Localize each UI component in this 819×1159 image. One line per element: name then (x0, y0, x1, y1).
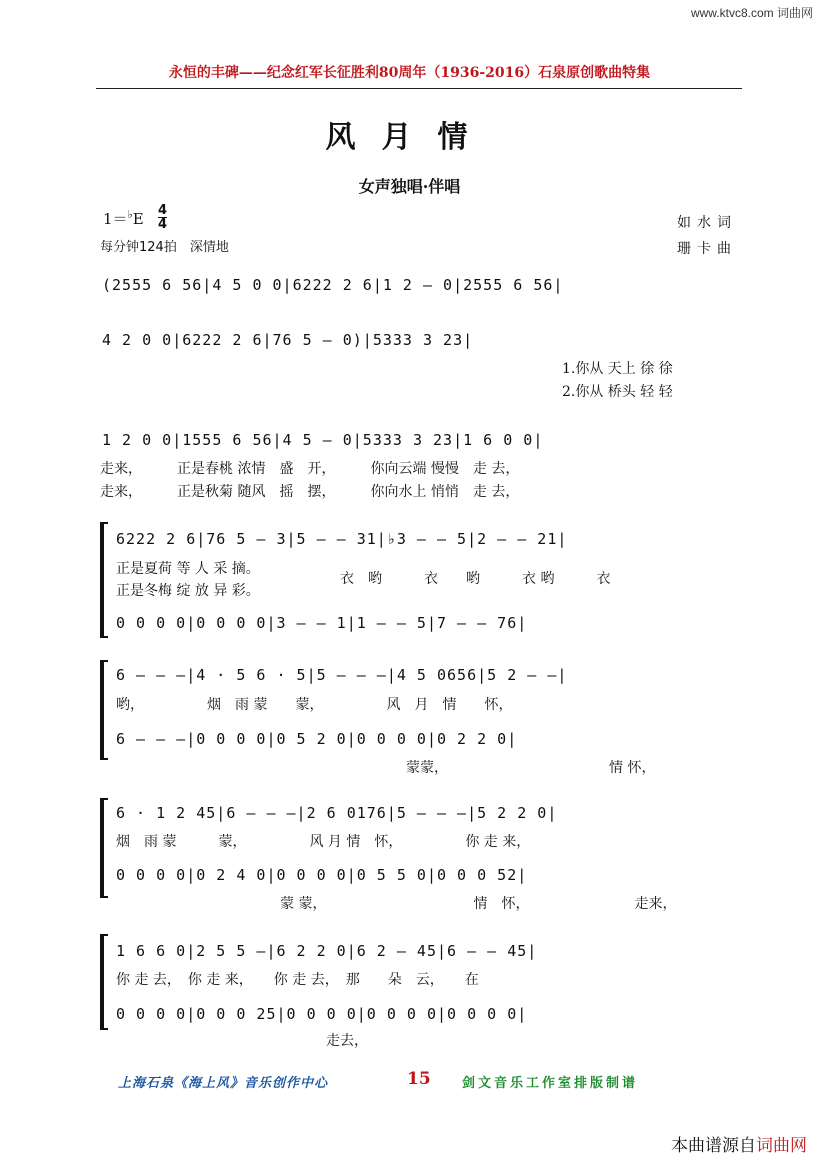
source-text: 本曲谱源自 (671, 1136, 756, 1156)
notation-row-6-chorus: 0 0 0 0|0 2 4 0|0 0 0 0|0 5 5 0|0 0 0 52| (116, 866, 528, 884)
lyric-row-5-chorus: 蒙蒙， 情 怀， (406, 760, 656, 776)
lyric-row-5-solo: 哟， 烟 雨 蒙 蒙， 风 月 情 怀， (116, 697, 513, 713)
flat-sign: ♭ (127, 208, 133, 221)
lyric-row-6-solo: 烟 雨 蒙 蒙， 风 月 情 怀， 你 走 来， (116, 834, 531, 850)
lyric-verse2-c: 正是冬梅 绽 放 异 彩。 (116, 583, 260, 599)
notation-row-7-solo: 1 6 6 0|2 5 5 –|6 2 2 0|6 2 – 45|6 – – 45| (116, 942, 538, 960)
source-site: 词曲网 (756, 1136, 807, 1156)
footer-studio-name: 上海石泉《海上风》音乐创作中心 (118, 1076, 329, 1091)
notation-row-2: 4 2 0 0|6222 2 6|76 5 – 0)|5333 3 23| (102, 331, 474, 349)
lyric-verse1-a: 1.你从 天上 徐 徐 (562, 361, 673, 377)
notation-row-4-chorus: 0 0 0 0|0 0 0 0|3 – – 1|1 – – 5|7 – – 76| (116, 614, 528, 632)
lyric-verse2-b: 走来， 正是秋菊 随风 摇 摆， 你向水上 悄悄 走 去， (100, 484, 520, 500)
notation-row-3: 1 2 0 0|1555 6 56|4 5 – 0|5333 3 23|1 6 0 0| (102, 431, 544, 449)
lyric-row-6-chorus: 蒙 蒙， 情 怀， 走来， (280, 896, 677, 912)
notation-row-5-solo: 6 – – –|4 · 5 6 · 5|5 – – –|4 5 0656|5 2 – –| (116, 666, 568, 684)
key-signature (103, 208, 144, 229)
notation-row-5-chorus: 6 – – –|0 0 0 0|0 5 2 0|0 0 0 0|0 2 2 0| (116, 730, 518, 748)
time-sig-top: 4 (158, 203, 168, 218)
key-prefix: 1＝ (103, 210, 128, 228)
lyric-row-7-chorus: 走去， (326, 1033, 368, 1049)
lyric-verse1-c: 正是夏荷 等 人 采 摘。 (116, 561, 260, 577)
lyricist-credit: 如水词 (677, 215, 737, 231)
watermark: www.ktvc8.com 词曲网 (690, 6, 813, 20)
notation-row-6-solo: 6 · 1 2 45|6 – – –|2 6 0176|5 – – –|5 2 2 0| (116, 804, 558, 822)
system-brace-7 (100, 934, 108, 1030)
composer-credit: 珊卡曲 (677, 241, 737, 257)
page-number: 15 (407, 1069, 431, 1089)
lyric-verse2-a: 2.你从 桥头 轻 轻 (562, 384, 673, 400)
lyric-verse1-b: 走来， 正是春桃 浓情 盛 开， 你向云端 慢慢 走 去， (100, 461, 520, 477)
tempo-marking: 每分钟124拍 深情地 (100, 240, 229, 255)
song-subtitle: 女声独唱·伴唱 (358, 177, 461, 196)
lyric-backing-c: 衣 哟 衣 哟 衣 哟 衣 (340, 571, 611, 587)
system-brace-4 (100, 522, 108, 638)
time-signature (158, 204, 167, 231)
notation-row-1: (2555 6 56|4 5 0 0|6222 2 6|1 2 – 0|2555 6 56| (102, 276, 564, 294)
system-brace-5 (100, 660, 108, 760)
system-brace-6 (100, 798, 108, 898)
song-title: 风月情 (325, 120, 494, 155)
header-rule (96, 88, 742, 89)
notation-row-4-solo: 6222 2 6|76 5 – 3|5 – – 31|♭3 – – 5|2 – – 21| (116, 530, 568, 548)
lyric-row-7-solo: 你 走 去， 你 走 来， 你 走 去， 那 朵 云， 在 (116, 972, 479, 988)
key-letter: E (132, 210, 144, 228)
time-sig-bottom: 4 (158, 217, 168, 232)
source-credit (671, 1131, 807, 1156)
collection-header: 永恒的丰碑——纪念红军长征胜利80周年（1936-2016）石泉原创歌曲特集 (168, 65, 651, 81)
notation-row-7-chorus: 0 0 0 0|0 0 0 25|0 0 0 0|0 0 0 0|0 0 0 0| (116, 1005, 528, 1023)
footer-typesetter: 剑文音乐工作室排版制谱 (462, 1076, 639, 1091)
